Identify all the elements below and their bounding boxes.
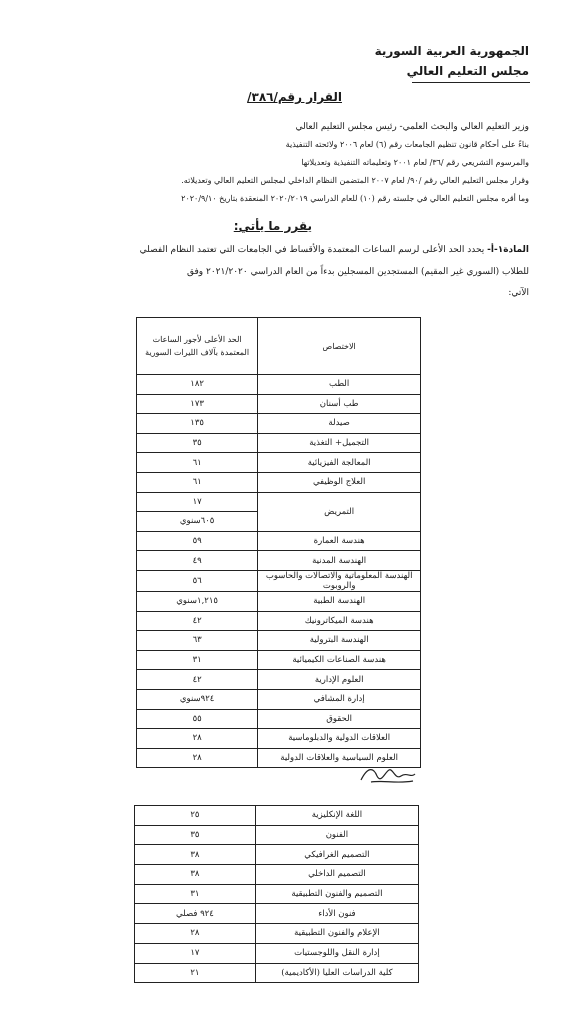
decides-heading: يقرر ما يأتي: — [233, 219, 312, 233]
table-header-row — [137, 318, 421, 375]
row-value: ٥٥ — [137, 709, 258, 729]
row-specialization: الهندسة المدنية — [258, 551, 421, 571]
table-row — [137, 375, 421, 395]
row-specialization: العلوم السياسية والعلاقات الدولية — [258, 748, 421, 768]
decision-title: القرار رقم/٣٨٦/ — [247, 90, 342, 104]
row-specialization: العلاج الوظيفي — [258, 472, 421, 492]
row-value: ٣٨ — [135, 865, 256, 885]
row-specialization: العلوم الإدارية — [258, 670, 421, 690]
header-max-fee — [137, 318, 258, 375]
header-max-fee-line-1: الحد الأعلى لأجور الساعات — [152, 335, 242, 344]
table-row — [137, 650, 421, 670]
row-value: ٦٣ — [137, 631, 258, 651]
table-row — [137, 531, 421, 551]
row-specialization: الفنون — [255, 825, 418, 845]
row-value: ٥٦ — [137, 570, 258, 591]
table-row — [137, 709, 421, 729]
row-specialization: هندسة العمارة — [258, 531, 421, 551]
header-max-fee-line-2: المعتمدة بآلاف الليرات السورية — [145, 348, 250, 357]
row-specialization: الحقوق — [258, 709, 421, 729]
table-row — [137, 492, 421, 512]
row-specialization: الهندسة البترولية — [258, 631, 421, 651]
row-specialization: الطب — [258, 375, 421, 395]
header-specialization: الاختصاص — [258, 318, 421, 375]
table-row — [135, 924, 419, 944]
republic-heading: الجمهورية العربية السورية — [374, 44, 529, 58]
table-row — [137, 631, 421, 651]
row-specialization: التمريض — [258, 492, 421, 531]
row-specialization: هندسة الصناعات الكيميائية — [258, 650, 421, 670]
row-value: ٣٨ — [135, 845, 256, 865]
row-value: ٦١ — [137, 453, 258, 473]
row-value: ١,٢١٥سنوي — [137, 591, 258, 611]
table-row — [135, 943, 419, 963]
row-value: ٣١ — [137, 650, 258, 670]
row-value: ١٧ — [135, 943, 256, 963]
row-specialization: الهندسة المعلوماتية والاتصالات والحاسوب والروبوت — [258, 570, 421, 591]
signature-image — [357, 758, 417, 788]
table-row — [137, 551, 421, 571]
row-value-annual: ٦٠٥سنوي — [137, 512, 258, 532]
row-specialization: اللغة الإنكليزية — [255, 806, 418, 826]
row-value: ٤٢ — [137, 670, 258, 690]
issuer-line: وزير التعليم العالي والبحث العلمي- رئيس مجلس التعليم العالي — [295, 122, 529, 132]
article-line-3: الآتي: — [508, 288, 529, 298]
row-specialization: التصميم والفنون التطبيقية — [255, 884, 418, 904]
row-value: ٤٩ — [137, 551, 258, 571]
table-row — [135, 845, 419, 865]
table-row — [137, 670, 421, 690]
article-line-2: للطلاب (السوري غير المقيم) المستجدين المسجلين بدءاً من العام الدراسي ٢٠٢١/٢٠٢٠ وفق — [186, 267, 529, 277]
row-specialization: التجميل+ التغذية — [258, 433, 421, 453]
row-specialization: العلاقات الدولية والدبلوماسية — [258, 729, 421, 749]
row-value: ١٧٣ — [137, 394, 258, 414]
table-row — [135, 825, 419, 845]
table-row — [135, 865, 419, 885]
table-row — [137, 591, 421, 611]
table-row — [137, 729, 421, 749]
article-label: المادة١-أ- — [487, 245, 529, 255]
basis-line-4: وما أقره مجلس التعليم العالي في جلسته رقم (١٠) للعام الدراسي ٢٠٢٠/٢٠١٩ المنعقدة بتاريخ ٢٠٢٠/٩/١٠ — [181, 194, 529, 203]
row-value: ١٣٥ — [137, 414, 258, 434]
table-row — [135, 963, 419, 983]
table-row — [137, 689, 421, 709]
row-specialization: صيدلة — [258, 414, 421, 434]
row-value: ٢٨ — [137, 748, 258, 768]
row-value: ٢٨ — [135, 924, 256, 944]
row-specialization: التصميم الداخلي — [255, 865, 418, 885]
table-row — [137, 472, 421, 492]
row-value: ١٨٢ — [137, 375, 258, 395]
row-specialization: المعالجة الفيزيائية — [258, 453, 421, 473]
row-specialization: فنون الأداء — [255, 904, 418, 924]
table-row — [137, 611, 421, 631]
row-value: ١٧ — [137, 492, 258, 512]
basis-line-2: والمرسوم التشريعي رقم /٣٦/ لعام ٢٠٠١ وتعليماته التنفيذية وتعديلاتها — [301, 158, 529, 167]
row-value: ٢١ — [135, 963, 256, 983]
council-heading: مجلس التعليم العالي — [406, 64, 529, 78]
row-value: ٩٢٤ فصلي — [135, 904, 256, 924]
row-specialization: كلية الدراسات العليا (الأكاديمية) — [255, 963, 418, 983]
table-row — [135, 884, 419, 904]
row-value: ٢٨ — [137, 729, 258, 749]
row-specialization: الهندسة الطبية — [258, 591, 421, 611]
heading-underline — [412, 82, 530, 83]
table-row — [135, 806, 419, 826]
row-value: ٣١ — [135, 884, 256, 904]
row-value: ٣٥ — [137, 433, 258, 453]
table-row — [137, 394, 421, 414]
row-specialization: التصميم الغرافيكي — [255, 845, 418, 865]
row-specialization: هندسة الميكاترونيك — [258, 611, 421, 631]
article-text-1: يحدد الحد الأعلى لرسم الساعات المعتمدة والأقساط في الجامعات التي تعتمد النظام الفصلي — [139, 245, 488, 255]
fees-table — [136, 317, 421, 768]
table-row — [135, 904, 419, 924]
table-row — [137, 570, 421, 591]
row-specialization: طب أسنان — [258, 394, 421, 414]
row-value: ٥٩ — [137, 531, 258, 551]
row-value: ٣٥ — [135, 825, 256, 845]
table-row — [137, 433, 421, 453]
table-row — [137, 453, 421, 473]
row-value: ٩٢٤سنوي — [137, 689, 258, 709]
row-specialization: إدارة المشافي — [258, 689, 421, 709]
article-line-1 — [140, 245, 529, 255]
basis-line-1: بناءً على أحكام قانون تنظيم الجامعات رقم (٦) لعام ٢٠٠٦ ولائحته التنفيذية — [285, 140, 529, 149]
row-value: ٤٢ — [137, 611, 258, 631]
row-specialization: الإعلام والفنون التطبيقية — [255, 924, 418, 944]
table-row — [137, 414, 421, 434]
fees-table-continued — [134, 805, 419, 983]
row-value: ٢٥ — [135, 806, 256, 826]
row-value: ٦١ — [137, 472, 258, 492]
basis-line-3: وقرار مجلس التعليم العالي رقم /٩٠/ لعام ٢٠٠٧ المتضمن النظام الداخلي لمجلس التعليم العالي وتعديلاته. — [181, 176, 529, 185]
row-specialization: إدارة النقل واللوجستيات — [255, 943, 418, 963]
